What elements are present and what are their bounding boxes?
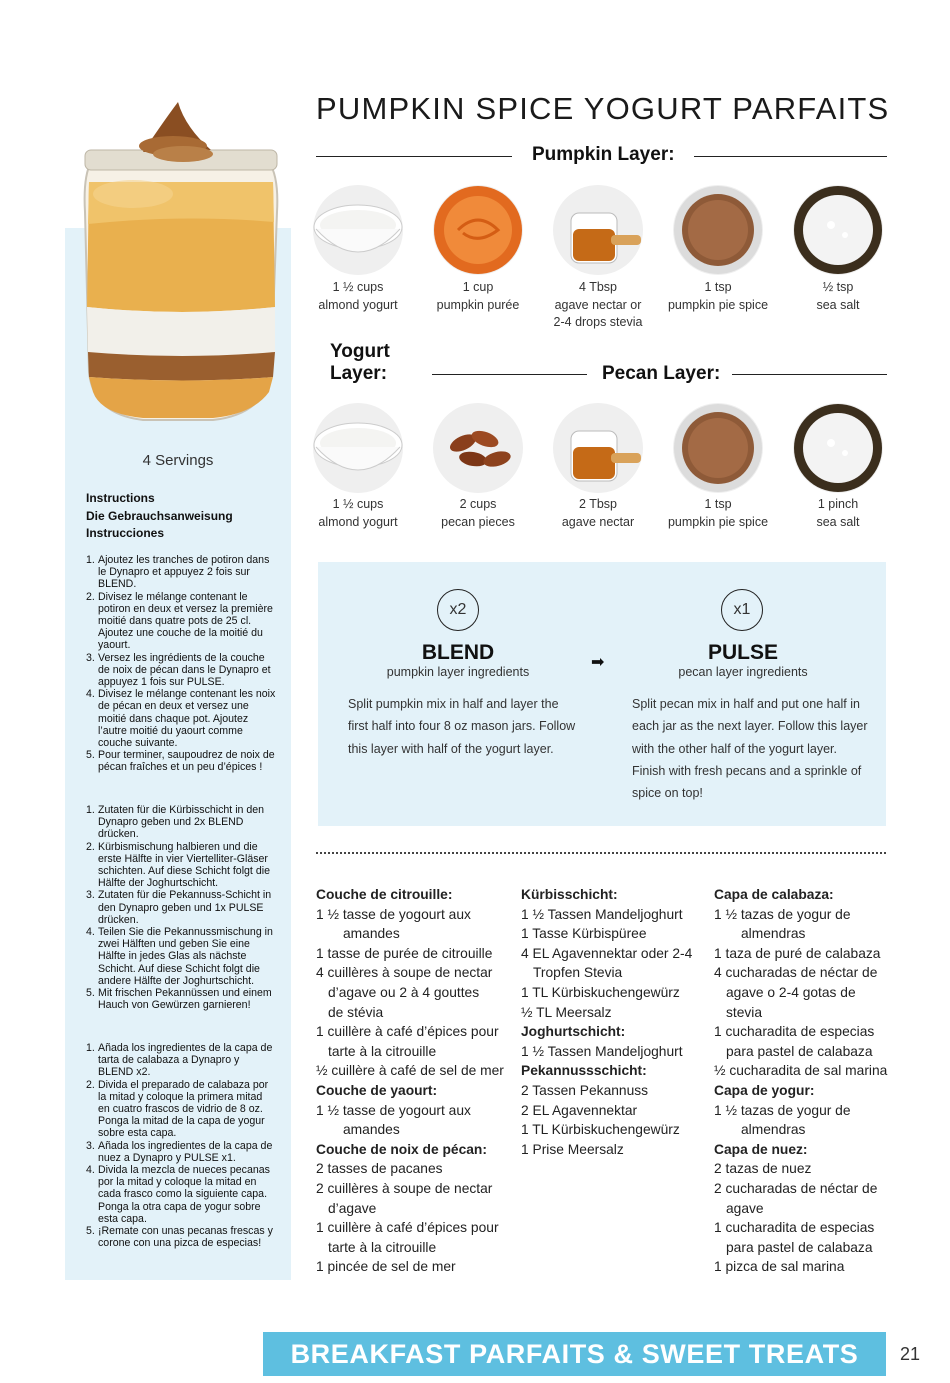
recipe-line: 4 EL Agavennektar oder 2-4	[521, 945, 693, 961]
steps-es	[86, 1042, 276, 1249]
spice-bowl-icon	[673, 403, 763, 493]
recipe-line: d’agave ou 2 à 4 gouttes	[328, 984, 480, 1000]
recipe-line: 2 tasses de pacanes	[316, 1161, 443, 1177]
recipe-line: 1 ½ tazas de yogur de	[714, 1102, 851, 1118]
blend-title: BLEND	[421, 641, 495, 664]
ingredient-label: 1 tsp pumpkin pie spice	[667, 497, 769, 529]
recipe-line: 1 ½ tasse de yogourt aux	[316, 1102, 471, 1118]
instructions-heading-en: Instructions	[86, 491, 155, 505]
recipe-column-fr	[316, 885, 516, 1277]
recipe-line: 1 ½ Tassen Mandeljoghurt	[521, 906, 683, 922]
recipe-line: 2 EL Agavennektar	[521, 1102, 638, 1118]
arrow-right-icon: ➡	[591, 654, 605, 671]
recipe-line: 2 cuillères à soupe de nectar	[316, 1180, 493, 1196]
step-item: 5. ¡Remate con unas pecanas frescas y corone con una pizca de especias!	[86, 1225, 273, 1250]
ingredient-label: 4 Tbsp agave nectar or 2-4 drops stevia	[553, 280, 643, 329]
recipe-line: d’agave	[328, 1200, 377, 1216]
ingredient-label: 2 cups pecan pieces	[441, 497, 515, 529]
recipe-line: 1 pincée de sel de mer	[316, 1259, 456, 1275]
recipe-line: 1 ½ tasse de yogourt aux	[316, 906, 471, 922]
recipe-line: 1 TL Kürbiskuchengewürz	[521, 1122, 680, 1138]
step-item: 4. Divisez le mélange contenant les noix de pécan en deux et versez une moitié dans chaque pot. Ajoutez l’autre moitié du yaourt comme couche suivante.	[86, 688, 276, 750]
step-item: 3. Zutaten für die Pekannuss-Schicht in den Dynapro geben und 1x PULSE drücken.	[86, 889, 272, 926]
step-item: 1. Zutaten für die Kürbisschicht in den Dynapro geben und 2x BLEND drücken.	[86, 804, 265, 841]
recipe-line: 4 cucharadas de néctar de	[714, 965, 878, 981]
recipe-line: 4 cuillères à soupe de nectar	[316, 965, 493, 981]
step-item: 1. Ajoutez les tranches de potiron dans le Dynapro et appuyez 2 fois sur BLEND.	[86, 554, 270, 591]
recipe-line: almendras	[741, 926, 806, 942]
recipe-line: para pastel de calabaza	[726, 1239, 873, 1255]
step-item: 5. Mit frischen Pekannüssen und einem Hauch von Gewürzen garnieren!	[86, 987, 272, 1012]
divider-line	[732, 374, 887, 375]
step-item: 1. Añada los ingredientes de la capa de tarta de calabaza a Dynapro y BLEND x2.	[86, 1042, 273, 1079]
dotted-divider	[316, 852, 886, 854]
pecans-icon	[433, 403, 523, 493]
agave-jar-icon	[553, 185, 643, 275]
blend-count-badge: x2	[437, 589, 479, 631]
recipe-line: amandes	[343, 926, 400, 942]
recipe-section-heading: Capa de nuez:	[714, 1141, 808, 1157]
recipe-line: amandes	[343, 1122, 400, 1138]
recipe-line: ½ cuillère à café de sel de mer	[316, 1063, 504, 1079]
divider-line	[316, 156, 512, 157]
recipe-section-heading: Capa de calabaza:	[714, 887, 834, 902]
pulse-subtitle: pecan layer ingredients	[678, 665, 808, 679]
ingredient-label: 1 ½ cups almond yogurt	[318, 280, 398, 312]
step-item: 2. Kürbismischung halbieren und die erste Hälfte in vier Viertelliter-Gläser schichten. Auf diese Schicht folgt die Hälfte der Joghurtschicht.	[86, 840, 270, 890]
step-item: 5. Pour terminer, saupoudrez de noix de pécan fraîches et un peu d’épices !	[86, 749, 275, 774]
recipe-line: Tropfen Stevia	[533, 965, 623, 981]
step-item: 3. Versez les ingrédients de la couche de noix de pécan dans le Dynapro et appuyez 1 fois sur PULSE.	[86, 651, 271, 689]
step-item: 2. Divisez le mélange contenant le potiron en deux et versez la première moitié dans quatre pots de 25 cl. Ajoutez une couche de la moitié du yaourt.	[86, 590, 273, 652]
footer-section-title: BREAKFAST PARFAITS & SWEET TREATS	[290, 1339, 859, 1369]
pulse-title: PULSE	[707, 641, 778, 664]
instructions-heading-de: Die Gebrauchsanweisung	[86, 508, 233, 523]
recipe-line: para pastel de calabaza	[726, 1043, 873, 1059]
salt-bowl-icon	[793, 403, 883, 493]
recipe-section-heading: Couche de citrouille:	[316, 887, 453, 902]
recipe-line: almendras	[741, 1122, 806, 1138]
recipe-line: tarte à la citrouille	[328, 1239, 437, 1255]
ingredient-label: 2 Tbsp agave nectar	[561, 497, 635, 529]
recipe-line: 2 tazas de nuez	[714, 1161, 812, 1177]
recipe-section-heading: Kürbisschicht:	[521, 887, 618, 902]
recipe-line: 1 cucharadita de especias	[714, 1220, 875, 1236]
recipe-section-heading: Couche de yaourt:	[316, 1082, 438, 1098]
recipe-line: ½ TL Meersalz	[521, 1004, 612, 1020]
pulse-description: Split pecan mix in half and put one half in each jar as the next layer. Follow this layer with the other half of the yogurt layer. Finish with fresh pecans and a sprinkle of spice on top!	[632, 697, 868, 801]
divider-line	[694, 156, 887, 157]
recipe-line: 1 tasse de purée de citrouille	[316, 945, 493, 961]
recipe-line: tarte à la citrouille	[328, 1043, 437, 1059]
ingredient-label: 1 ½ cups almond yogurt	[318, 497, 398, 529]
yogurt-bowl-icon	[313, 185, 403, 275]
recipe-line: de stévia	[328, 1004, 384, 1020]
ingredient-label: 1 tsp pumpkin pie spice	[667, 280, 769, 312]
recipe-line: 1 TL Kürbiskuchengewürz	[521, 984, 680, 1000]
page-number: 21	[900, 1344, 921, 1364]
recipe-line: 2 cucharadas de néctar de	[714, 1180, 878, 1196]
blend-description: Split pumpkin mix in half and layer the first half into four 8 oz mason jars. Follow this layer with half of the yogurt layer.	[348, 697, 576, 756]
recipe-line: ½ cucharadita de sal marina	[714, 1063, 888, 1079]
recipe-column-de	[521, 885, 711, 1159]
ingredient-label: 1 cup pumpkin purée	[436, 280, 520, 312]
spice-bowl-icon	[673, 185, 763, 275]
step-item: 4. Teilen Sie die Pekannussmischung in zwei Hälften und geben Sie eine Hälfte in jedes Glas als nächste Schicht. Auf diese Schicht folgt die andere Hälfte der Joghurtschicht.	[86, 926, 273, 987]
pumpkin-layer-label: Pumpkin Layer:	[532, 144, 675, 165]
salt-bowl-icon	[793, 185, 883, 275]
recipe-line: 1 cuillère à café d’épices pour	[316, 1024, 499, 1040]
recipe-line: agave	[726, 1200, 764, 1216]
yogurt-bowl-icon	[313, 403, 403, 493]
blend-subtitle: pumpkin layer ingredients	[386, 665, 530, 679]
steps-de	[86, 804, 276, 1011]
recipe-line: 1 Tasse Kürbispüree	[521, 926, 647, 942]
recipe-line: 1 pizca de sal marina	[714, 1259, 845, 1275]
ingredient-label: ½ tsp sea salt	[816, 280, 860, 312]
pumpkin-puree-icon	[433, 185, 523, 275]
divider-line	[432, 374, 587, 375]
recipe-line: 1 taza de puré de calabaza	[714, 945, 881, 961]
recipe-section-heading: Joghurtschicht:	[521, 1024, 626, 1040]
ingredient-label: 1 pinch sea salt	[816, 497, 860, 529]
recipe-line: 1 Prise Meersalz	[521, 1141, 624, 1157]
steps-fr	[86, 554, 276, 774]
page-title: PUMPKIN SPICE YOGURT PARFAITS	[316, 91, 890, 126]
recipe-line: 2 Tassen Pekannuss	[521, 1082, 649, 1098]
recipe-line: 1 ½ tazas de yogur de	[714, 906, 851, 922]
servings-label: 4 Servings	[142, 452, 214, 469]
pecan-layer-label: Pecan Layer:	[602, 363, 721, 384]
yogurt-layer-label: Yogurt Layer:	[330, 341, 390, 384]
instructions-heading-es: Instrucciones	[86, 526, 165, 540]
step-item: 4. Divida la mezcla de nueces pecanas por la mitad y coloque la mitad en cada frasco como la siguiente capa. Ponga la otra capa de yogur sobre esta capa.	[86, 1164, 270, 1225]
pulse-count-badge: x1	[721, 589, 763, 631]
recipe-line: 1 cuillère à café d’épices pour	[316, 1220, 499, 1236]
recipe-column-es	[714, 885, 894, 1277]
step-item: 3. Añada los ingredientes de la capa de nuez a Dynapro y PULSE x1.	[86, 1139, 273, 1164]
agave-jar-icon	[553, 403, 643, 493]
recipe-section-heading: Pekannussschicht:	[521, 1063, 647, 1079]
recipe-line: agave o 2-4 gotas de stevia	[726, 984, 856, 1020]
recipe-section-heading: Capa de yogur:	[714, 1082, 815, 1098]
parfait-jar-image	[73, 102, 288, 432]
recipe-line: 1 cucharadita de especias	[714, 1024, 875, 1040]
step-item: 2. Divida el preparado de calabaza por la mitad y coloque la primera mitad en cuatro frascos de vidrio de 8 oz. Ponga la mitad de la capa de yogur sobre esta capa.	[86, 1078, 269, 1140]
instructions-headings	[86, 490, 286, 543]
recipe-line: 1 ½ Tassen Mandeljoghurt	[521, 1043, 683, 1059]
recipe-section-heading: Couche de noix de pécan:	[316, 1141, 487, 1157]
